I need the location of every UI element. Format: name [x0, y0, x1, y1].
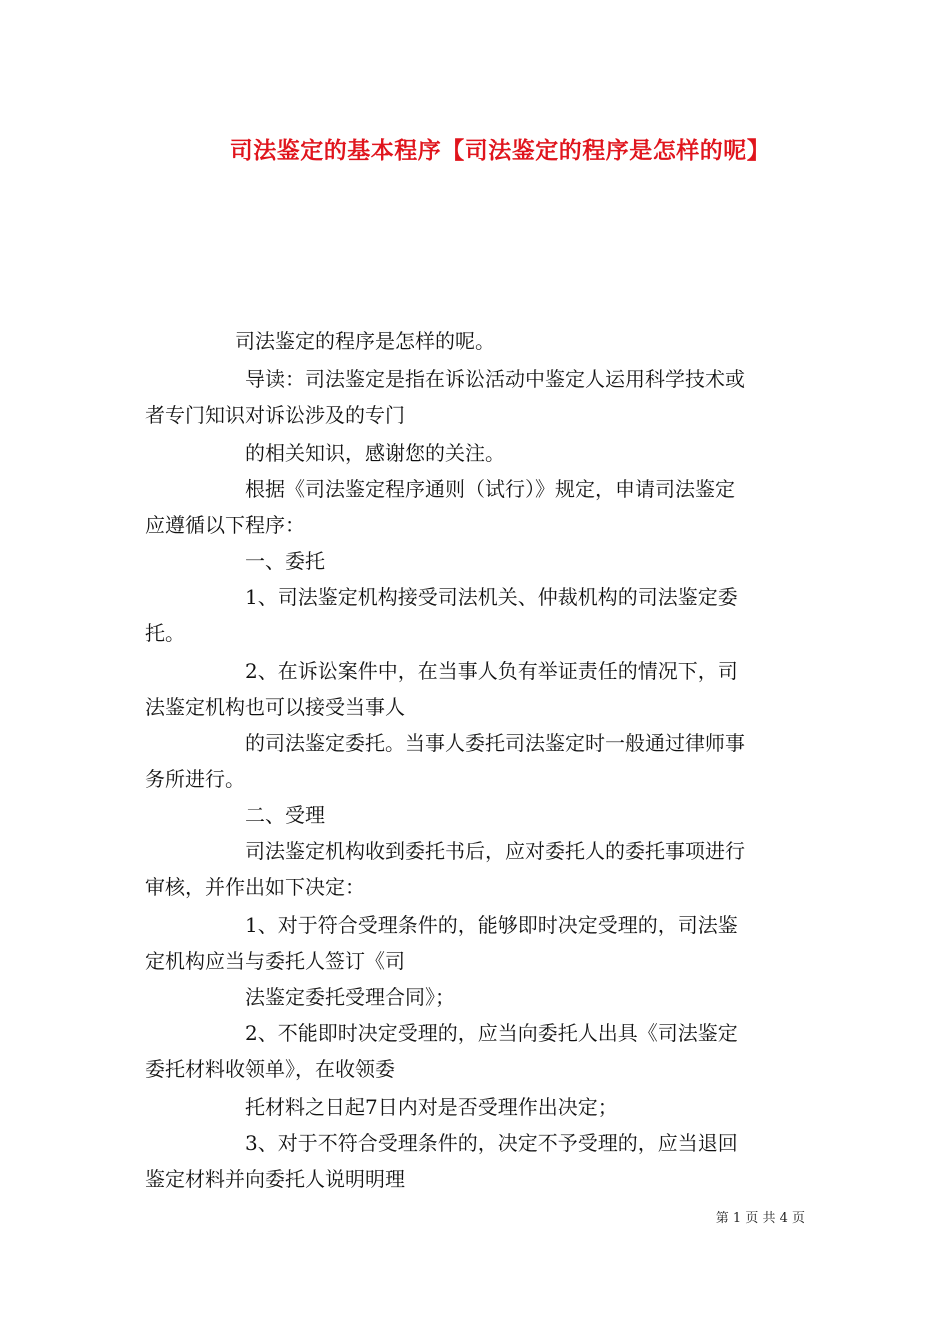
body-line: 2、在诉讼案件中，在当事人负有举证责任的情况下，司: [245, 659, 738, 683]
body-line: 定机构应当与委托人签订《司: [145, 949, 405, 973]
body-line: 二、受理: [245, 803, 325, 827]
body-line: 审核，并作出如下决定：: [145, 875, 365, 899]
body-line: 根据《司法鉴定程序通则（试行）》规定，申请司法鉴定: [245, 477, 735, 501]
body-line: 法鉴定委托受理合同》；: [245, 985, 455, 1009]
body-line: 2、不能即时决定受理的，应当向委托人出具《司法鉴定: [245, 1021, 738, 1045]
document-title: 司法鉴定的基本程序【司法鉴定的程序是怎样的呢】: [229, 137, 771, 164]
body-line: 的相关知识，感谢您的关注。: [245, 441, 505, 465]
body-line: 委托材料收领单》，在收领委: [145, 1057, 395, 1081]
body-line: 3、对于不符合受理条件的，决定不予受理的，应当退回: [245, 1131, 738, 1155]
body-line: 一、委托: [245, 549, 325, 573]
body-line: 托材料之日起7日内对是否受理作出决定；: [245, 1095, 618, 1119]
body-line: 的司法鉴定委托。当事人委托司法鉴定时一般通过律师事: [245, 731, 745, 755]
body-line: 鉴定材料并向委托人说明明理: [145, 1167, 405, 1191]
page-footer: 第 1 页 共 4 页: [715, 1211, 805, 1226]
body-line: 托。: [145, 621, 185, 645]
body-line: 应遵循以下程序：: [145, 513, 305, 537]
body-line: 导读：司法鉴定是指在诉讼活动中鉴定人运用科学技术或: [245, 367, 745, 391]
body-line: 1、司法鉴定机构接受司法机关、仲裁机构的司法鉴定委: [245, 585, 738, 609]
body-line: 1、对于符合受理条件的，能够即时决定受理的，司法鉴: [245, 913, 738, 937]
body-line: 者专门知识对诉讼涉及的专门: [145, 403, 405, 427]
body-line: 司法鉴定机构收到委托书后，应对委托人的委托事项进行: [245, 839, 745, 863]
body-line: 司法鉴定的程序是怎样的呢。: [235, 329, 495, 353]
body-line: 法鉴定机构也可以接受当事人: [145, 695, 405, 719]
body-line: 务所进行。: [145, 767, 245, 791]
